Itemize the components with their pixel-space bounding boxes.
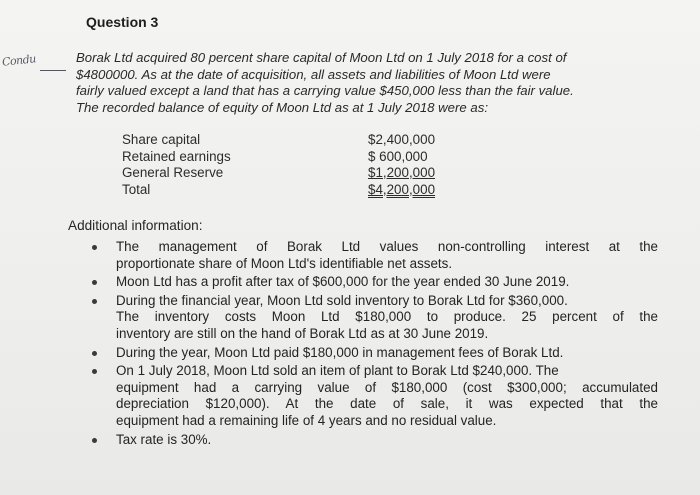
bullet-icon [92,438,97,443]
bullet-icon [92,351,97,356]
equity-value: $1,200,000 [368,165,436,180]
equity-label: Share capital [122,132,201,147]
handwritten-annotation: Condu [1,52,37,69]
equity-total-value: $4,200,000 [368,181,436,197]
equity-row [122,132,452,149]
list-item-line: During the financial year, Moon Ltd sold inventory to Borak Ltd for $360,000. [116,292,568,308]
list-item-line: Moon Ltd has a profit after tax of $600,000 for the year ended 30 June 2019. [116,274,570,290]
equity-value: $ 600,000 [368,148,428,164]
list-item [88,432,658,449]
additional-info-list [88,239,658,450]
intro-line: $4800000. As at the date of acquisition, all assets and liabilities of Moon Ltd were [76,66,551,82]
list-item [88,345,658,362]
bullet-icon [92,280,97,285]
intro-line: fairly valued except a land that has a carrying value $450,000 less than the fair value. [76,83,574,98]
equity-value: $2,400,000 [368,132,436,147]
equity-row [122,165,452,182]
list-item-line: During the year, Moon Ltd paid $180,000 in management fees of Borak Ltd. [116,344,564,360]
additional-info-heading: Additional information: [68,218,203,233]
bullet-icon [92,245,97,250]
list-item [88,239,658,272]
list-item-line: On 1 July 2018, Moon Ltd sold an item of plant to Borak Ltd $240,000. The [116,363,559,379]
equity-label: Retained earnings [122,148,231,164]
intro-line: Borak Ltd acquired 80 percent share capital of Moon Ltd on 1 July 2018 for a cost of [76,50,567,65]
question-title: Question 3 [86,14,159,30]
equity-table [122,132,452,198]
equity-label: General Reserve [122,165,224,180]
intro-line: The recorded balance of equity of Moon Ltd as at 1 July 2018 were as: [76,99,488,115]
list-item-line: proportionate share of Moon Ltd's identifiable net assets. [116,255,453,271]
equity-label: Total [122,181,151,197]
equity-row [122,149,452,166]
list-item-line: depreciation $120,000). At the date of sale, it was expected that the [116,396,658,412]
handwritten-dash [40,70,66,71]
bullet-icon [92,369,97,374]
list-item [88,274,658,291]
equity-row-total [122,182,452,199]
intro-paragraph [76,50,656,116]
list-item-line: The management of Borak Ltd values non-controlling interest at the [116,239,658,254]
list-item [88,293,658,343]
list-item-line: equipment had a remaining life of 4 years and no residual value. [116,412,497,428]
list-item [88,363,658,429]
list-item-line: inventory are still on the hand of Borak Ltd as at 30 June 2019. [116,325,489,341]
bullet-icon [92,299,97,304]
list-item-line: Tax rate is 30%. [116,431,212,447]
list-item-line: equipment had a carrying value of $180,000 (cost $300,000; accumulated [116,379,658,395]
list-item-line: The inventory costs Moon Ltd $180,000 to produce. 25 percent of the [116,309,658,325]
